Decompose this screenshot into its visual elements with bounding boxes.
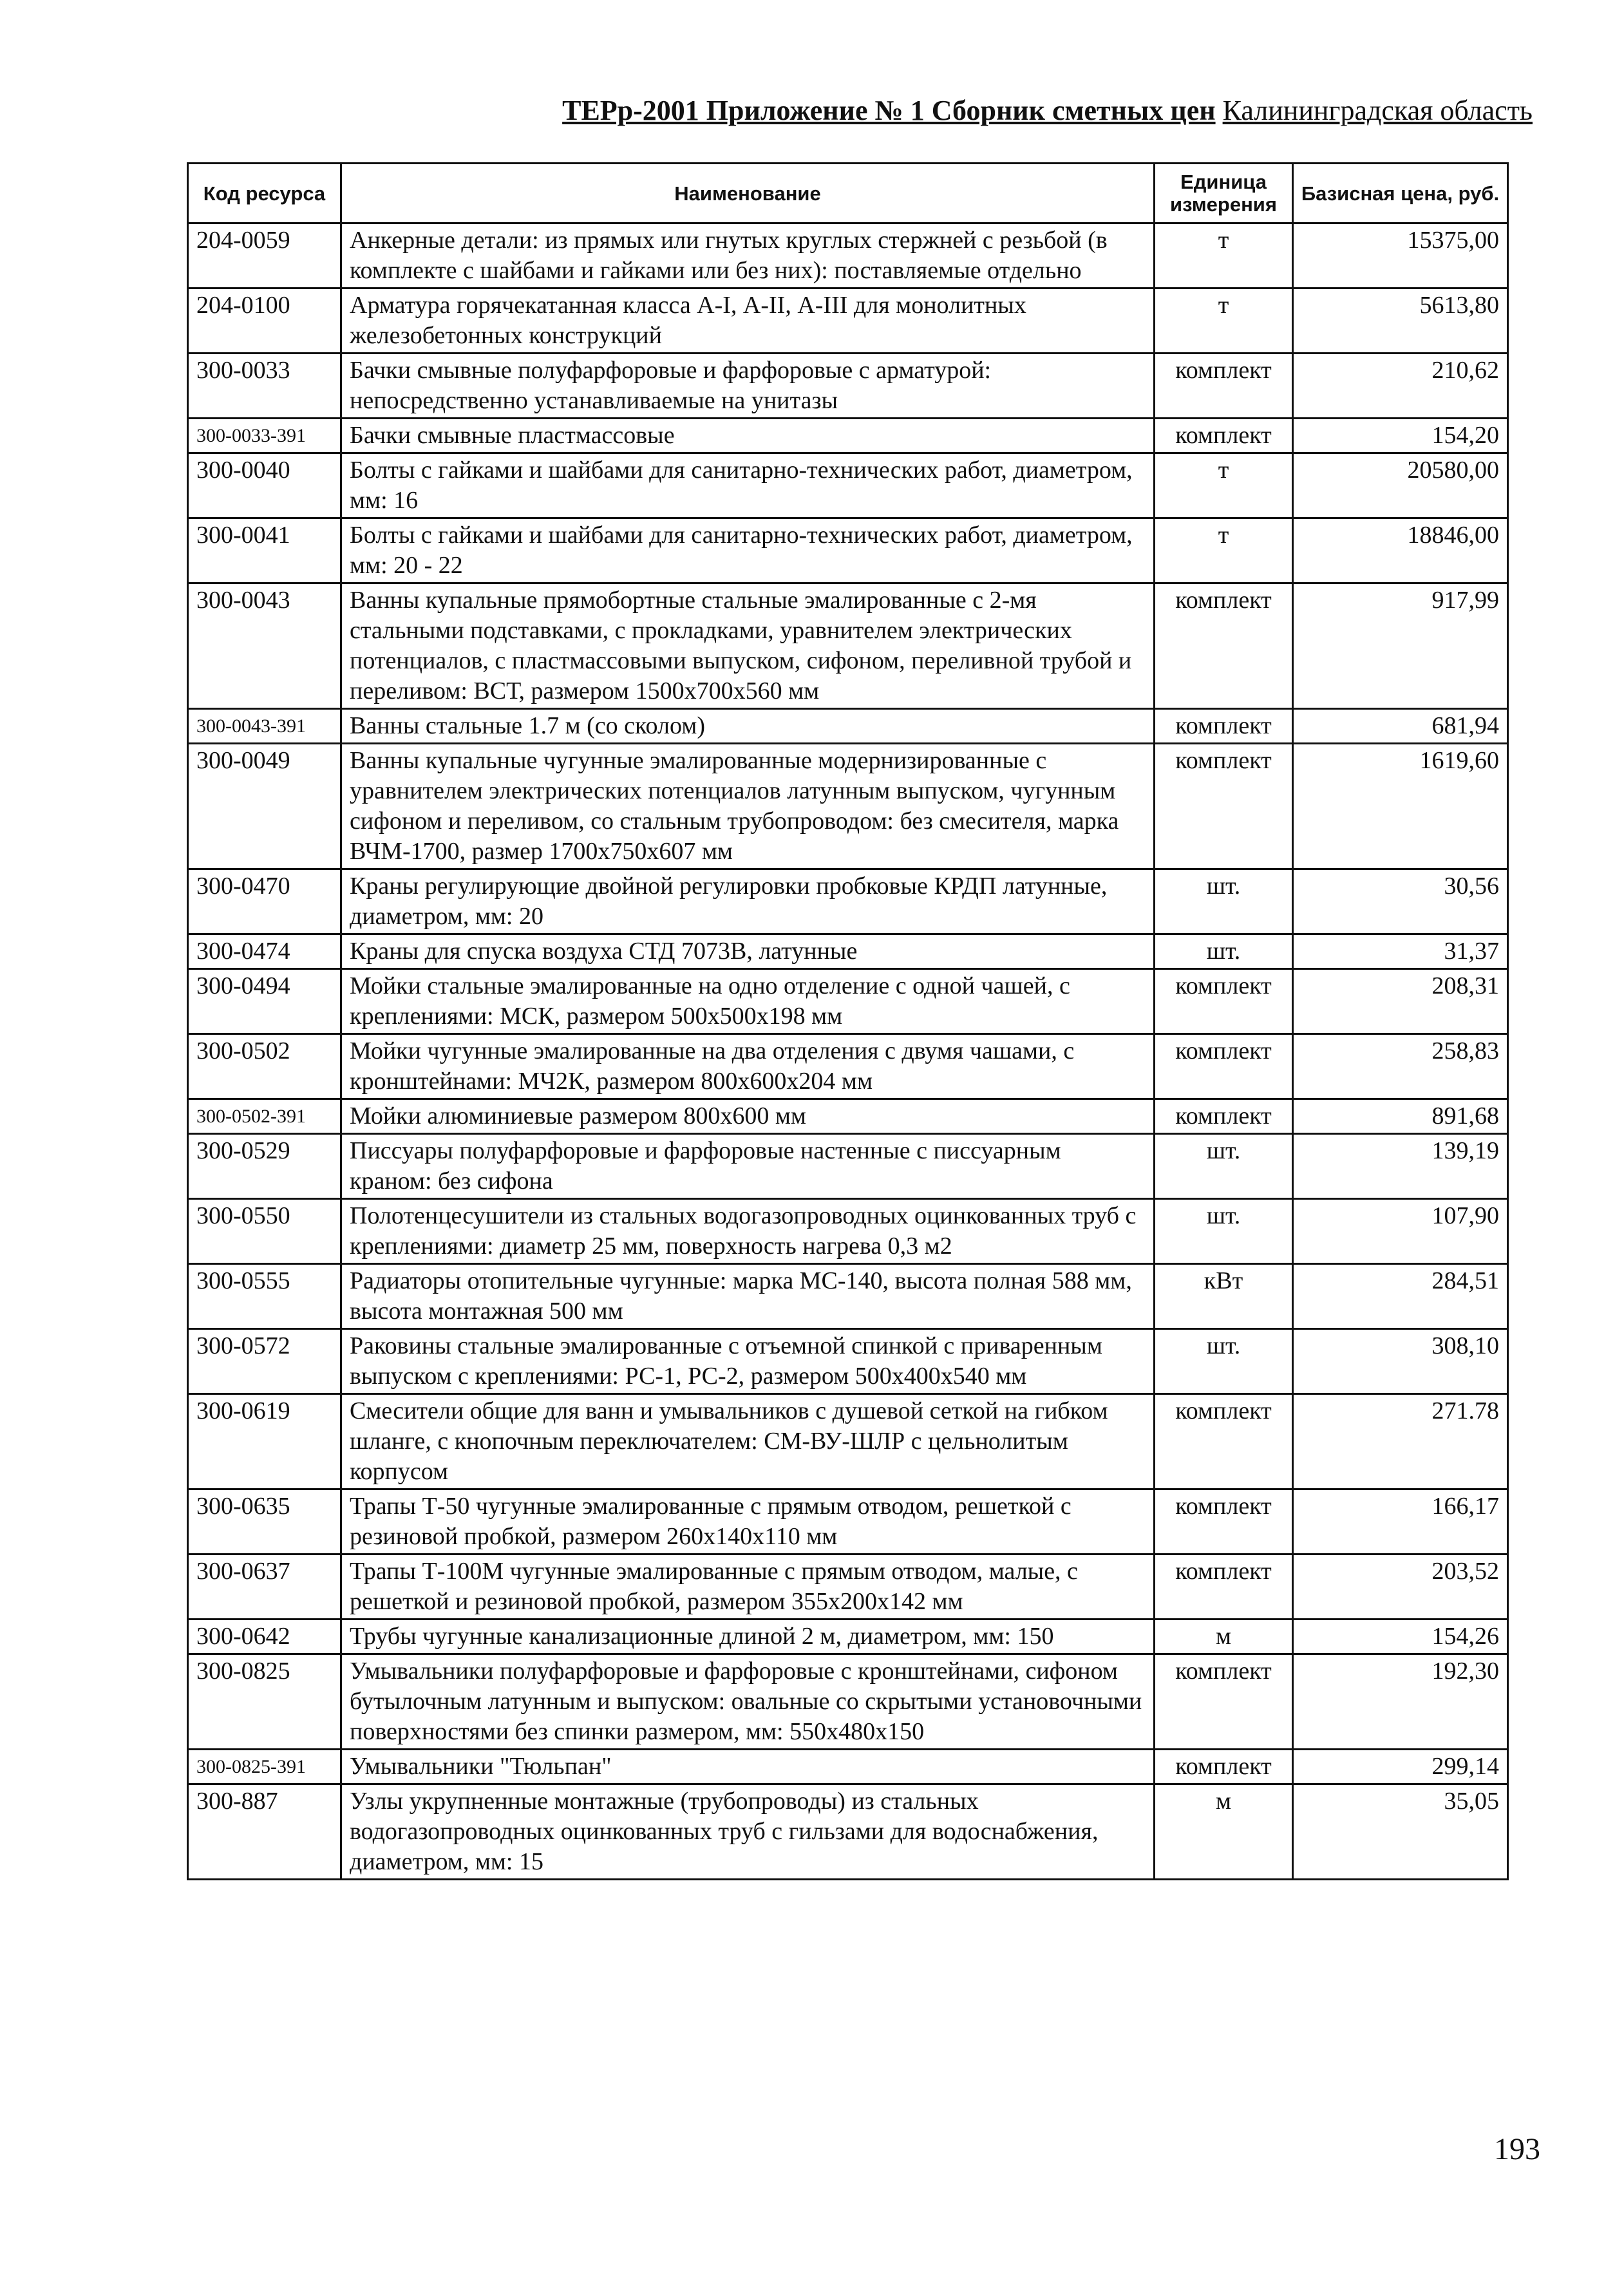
table-body [188, 223, 1508, 1880]
resource-code-cell: 300-0529 [188, 1134, 341, 1199]
resource-name-cell: Трапы Т-100М чугунные эмалированные с прямым отводом, малые, с решеткой и резиновой пробкой, размером 355x200x142 мм [341, 1554, 1155, 1620]
price-cell: 15375,00 [1293, 223, 1508, 288]
table-row [188, 1489, 1508, 1554]
unit-cell: т [1155, 223, 1293, 288]
resource-name-cell: Мойки чугунные эмалированные на два отделения с двумя чашами, с кронштейнами: МЧ2К, размером 800x600x204 мм [341, 1034, 1155, 1099]
unit-cell: комплект [1155, 744, 1293, 869]
table-row [188, 1264, 1508, 1329]
resource-name-cell: Трубы чугунные канализационные длиной 2 м, диаметром, мм: 150 [341, 1620, 1155, 1654]
unit-cell: шт. [1155, 1134, 1293, 1199]
resource-name-cell: Узлы укрупненные монтажные (трубопроводы) из стальных водогазопроводных оцинкованных труб с гильзами для водоснабжения, диаметром, мм: 15 [341, 1784, 1155, 1880]
resource-name-cell: Арматура горячекатанная класса А-I, А-II, А-III для монолитных железобетонных конструкций [341, 288, 1155, 354]
table-row [188, 1620, 1508, 1654]
table-header-row [188, 164, 1508, 223]
resource-name-cell: Краны регулирующие двойной регулировки пробковые КРДП латунные, диаметром, мм: 20 [341, 869, 1155, 934]
column-header-name: Наименование [341, 164, 1155, 223]
price-cell: 1619,60 [1293, 744, 1508, 869]
table-row [188, 934, 1508, 969]
unit-cell: комплект [1155, 1099, 1293, 1134]
price-table [187, 162, 1509, 1880]
table-row [188, 1034, 1508, 1099]
table-row [188, 1199, 1508, 1264]
resource-code-cell: 300-0825 [188, 1654, 341, 1750]
table-row [188, 419, 1508, 453]
resource-name-cell: Бачки смывные пластмассовые [341, 419, 1155, 453]
resource-name-cell: Болты с гайками и шайбами для санитарно-технических работ, диаметром, мм: 16 [341, 453, 1155, 518]
price-cell: 681,94 [1293, 709, 1508, 744]
resource-code-cell: 300-0619 [188, 1394, 341, 1489]
table-row [188, 518, 1508, 583]
price-cell: 5613,80 [1293, 288, 1508, 354]
page-header [187, 97, 1533, 125]
resource-name-cell: Ванны стальные 1.7 м (со сколом) [341, 709, 1155, 744]
resource-code-cell: 300-0642 [188, 1620, 341, 1654]
table-row [188, 969, 1508, 1034]
resource-code-cell: 300-0550 [188, 1199, 341, 1264]
price-cell: 30,56 [1293, 869, 1508, 934]
price-cell: 139,19 [1293, 1134, 1508, 1199]
resource-name-cell: Болты с гайками и шайбами для санитарно-технических работ, диаметром, мм: 20 - 22 [341, 518, 1155, 583]
resource-code-cell: 300-0049 [188, 744, 341, 869]
price-cell: 18846,00 [1293, 518, 1508, 583]
unit-cell: шт. [1155, 1199, 1293, 1264]
table-row [188, 453, 1508, 518]
resource-code-cell: 300-0041 [188, 518, 341, 583]
resource-name-cell: Умывальники полуфарфоровые и фарфоровые с кронштейнами, сифоном бутылочным латунным и выпуском: овальные со скрытыми установочными поверхностями без спинки размером, мм: 550x480x150 [341, 1654, 1155, 1750]
resource-name-cell: Мойки стальные эмалированные на одно отделение с одной чашей, с креплениями: МСК, размером 500x500x198 мм [341, 969, 1155, 1034]
table-row [188, 1554, 1508, 1620]
unit-cell: комплект [1155, 419, 1293, 453]
resource-code-cell: 300-0825-391 [188, 1750, 341, 1784]
price-cell: 107,90 [1293, 1199, 1508, 1264]
resource-code-cell: 300-0572 [188, 1329, 341, 1394]
price-cell: 299,14 [1293, 1750, 1508, 1784]
resource-code-cell: 300-0637 [188, 1554, 341, 1620]
price-cell: 271.78 [1293, 1394, 1508, 1489]
resource-code-cell: 300-0494 [188, 969, 341, 1034]
price-cell: 891,68 [1293, 1099, 1508, 1134]
resource-name-cell: Анкерные детали: из прямых или гнутых круглых стержней с резьбой (в комплекте с шайбами и гайками или без них): поставляемые отдельно [341, 223, 1155, 288]
resource-name-cell: Мойки алюминиевые размером 800x600 мм [341, 1099, 1155, 1134]
resource-name-cell: Полотенцесушители из стальных водогазопроводных оцинкованных труб с креплениями: диаметр 25 мм, поверхность нагрева 0,3 м2 [341, 1199, 1155, 1264]
resource-name-cell: Бачки смывные полуфарфоровые и фарфоровые с арматурой: непосредственно устанавливаемые на унитазы [341, 354, 1155, 419]
resource-name-cell: Радиаторы отопительные чугунные: марка МС-140, высота полная 588 мм, высота монтажная 500 мм [341, 1264, 1155, 1329]
price-cell: 210,62 [1293, 354, 1508, 419]
resource-code-cell: 300-0502 [188, 1034, 341, 1099]
price-cell: 203,52 [1293, 1554, 1508, 1620]
unit-cell: комплект [1155, 1654, 1293, 1750]
resource-code-cell: 300-0635 [188, 1489, 341, 1554]
price-cell: 20580,00 [1293, 453, 1508, 518]
table-row [188, 1329, 1508, 1394]
resource-name-cell: Раковины стальные эмалированные с отъемной спинкой с приваренным выпуском с креплениями: РС-1, РС-2, размером 500x400x540 мм [341, 1329, 1155, 1394]
price-cell: 308,10 [1293, 1329, 1508, 1394]
resource-name-cell: Ванны купальные прямобортные стальные эмалированные с 2-мя стальными подставками, с прокладками, уравнителем электрических потенциалов, с пластмассовыми выпуском, сифоном, переливной трубой и переливом: ВСТ, размером 1500x700x560 мм [341, 583, 1155, 709]
resource-name-cell: Ванны купальные чугунные эмалированные модернизированные с уравнителем электрических потенциалов латунным выпуском, чугунным сифоном и переливом, со стальным трубопроводом: без смесителя, марка ВЧМ-1700, размер 1700x750x607 мм [341, 744, 1155, 869]
unit-cell: м [1155, 1784, 1293, 1880]
unit-cell: комплект [1155, 1750, 1293, 1784]
table-row [188, 1394, 1508, 1489]
table-row [188, 709, 1508, 744]
table-row [188, 354, 1508, 419]
unit-cell: м [1155, 1620, 1293, 1654]
unit-cell: комплект [1155, 354, 1293, 419]
price-cell: 35,05 [1293, 1784, 1508, 1880]
table-row [188, 288, 1508, 354]
unit-cell: комплект [1155, 1489, 1293, 1554]
page-number: 193 [1494, 2132, 1540, 2166]
table-row [188, 869, 1508, 934]
resource-name-cell: Писсуары полуфарфоровые и фарфоровые настенные с писсуарным краном: без сифона [341, 1134, 1155, 1199]
unit-cell: комплект [1155, 1394, 1293, 1489]
resource-code-cell: 300-0502-391 [188, 1099, 341, 1134]
resource-code-cell: 204-0100 [188, 288, 341, 354]
unit-cell: комплект [1155, 583, 1293, 709]
resource-name-cell: Трапы Т-50 чугунные эмалированные с прямым отводом, решеткой с резиновой пробкой, размером 260x140x110 мм [341, 1489, 1155, 1554]
price-cell: 31,37 [1293, 934, 1508, 969]
price-cell: 284,51 [1293, 1264, 1508, 1329]
unit-cell: комплект [1155, 709, 1293, 744]
price-cell: 154,26 [1293, 1620, 1508, 1654]
unit-cell: кВт [1155, 1264, 1293, 1329]
unit-cell: т [1155, 453, 1293, 518]
price-cell: 192,30 [1293, 1654, 1508, 1750]
unit-cell: комплект [1155, 1034, 1293, 1099]
collection-title: ТЕРр-2001 Приложение № 1 Сборник сметных цен [562, 95, 1216, 126]
unit-cell: комплект [1155, 1554, 1293, 1620]
resource-code-cell: 300-0040 [188, 453, 341, 518]
price-cell: 154,20 [1293, 419, 1508, 453]
table-row [188, 744, 1508, 869]
resource-code-cell: 300-0555 [188, 1264, 341, 1329]
resource-code-cell: 300-0470 [188, 869, 341, 934]
unit-cell: шт. [1155, 934, 1293, 969]
unit-cell: шт. [1155, 869, 1293, 934]
unit-cell: т [1155, 518, 1293, 583]
resource-name-cell: Краны для спуска воздуха СТД 7073В, латунные [341, 934, 1155, 969]
resource-code-cell: 300-0474 [188, 934, 341, 969]
resource-name-cell: Смесители общие для ванн и умывальников с душевой сеткой на гибком шланге, с кнопочным переключателем: СМ-ВУ-ШЛР с цельнолитым корпусом [341, 1394, 1155, 1489]
column-header-price: Базисная цена, руб. [1293, 164, 1508, 223]
resource-code-cell: 300-0033 [188, 354, 341, 419]
table-row [188, 1750, 1508, 1784]
unit-cell: т [1155, 288, 1293, 354]
table-row [188, 1784, 1508, 1880]
price-cell: 917,99 [1293, 583, 1508, 709]
column-header-code: Код ресурса [188, 164, 341, 223]
price-cell: 208,31 [1293, 969, 1508, 1034]
table-row [188, 1654, 1508, 1750]
table-row [188, 583, 1508, 709]
table-row [188, 1099, 1508, 1134]
resource-code-cell: 300-0043 [188, 583, 341, 709]
region-name: Калининградская область [1222, 95, 1533, 126]
resource-code-cell: 300-0043-391 [188, 709, 341, 744]
price-cell: 258,83 [1293, 1034, 1508, 1099]
price-cell: 166,17 [1293, 1489, 1508, 1554]
table-row [188, 1134, 1508, 1199]
unit-cell: комплект [1155, 969, 1293, 1034]
column-header-unit: Единица измерения [1155, 164, 1293, 223]
table-row [188, 223, 1508, 288]
resource-code-cell: 204-0059 [188, 223, 341, 288]
resource-code-cell: 300-887 [188, 1784, 341, 1880]
resource-name-cell: Умывальники "Тюльпан" [341, 1750, 1155, 1784]
unit-cell: шт. [1155, 1329, 1293, 1394]
resource-code-cell: 300-0033-391 [188, 419, 341, 453]
